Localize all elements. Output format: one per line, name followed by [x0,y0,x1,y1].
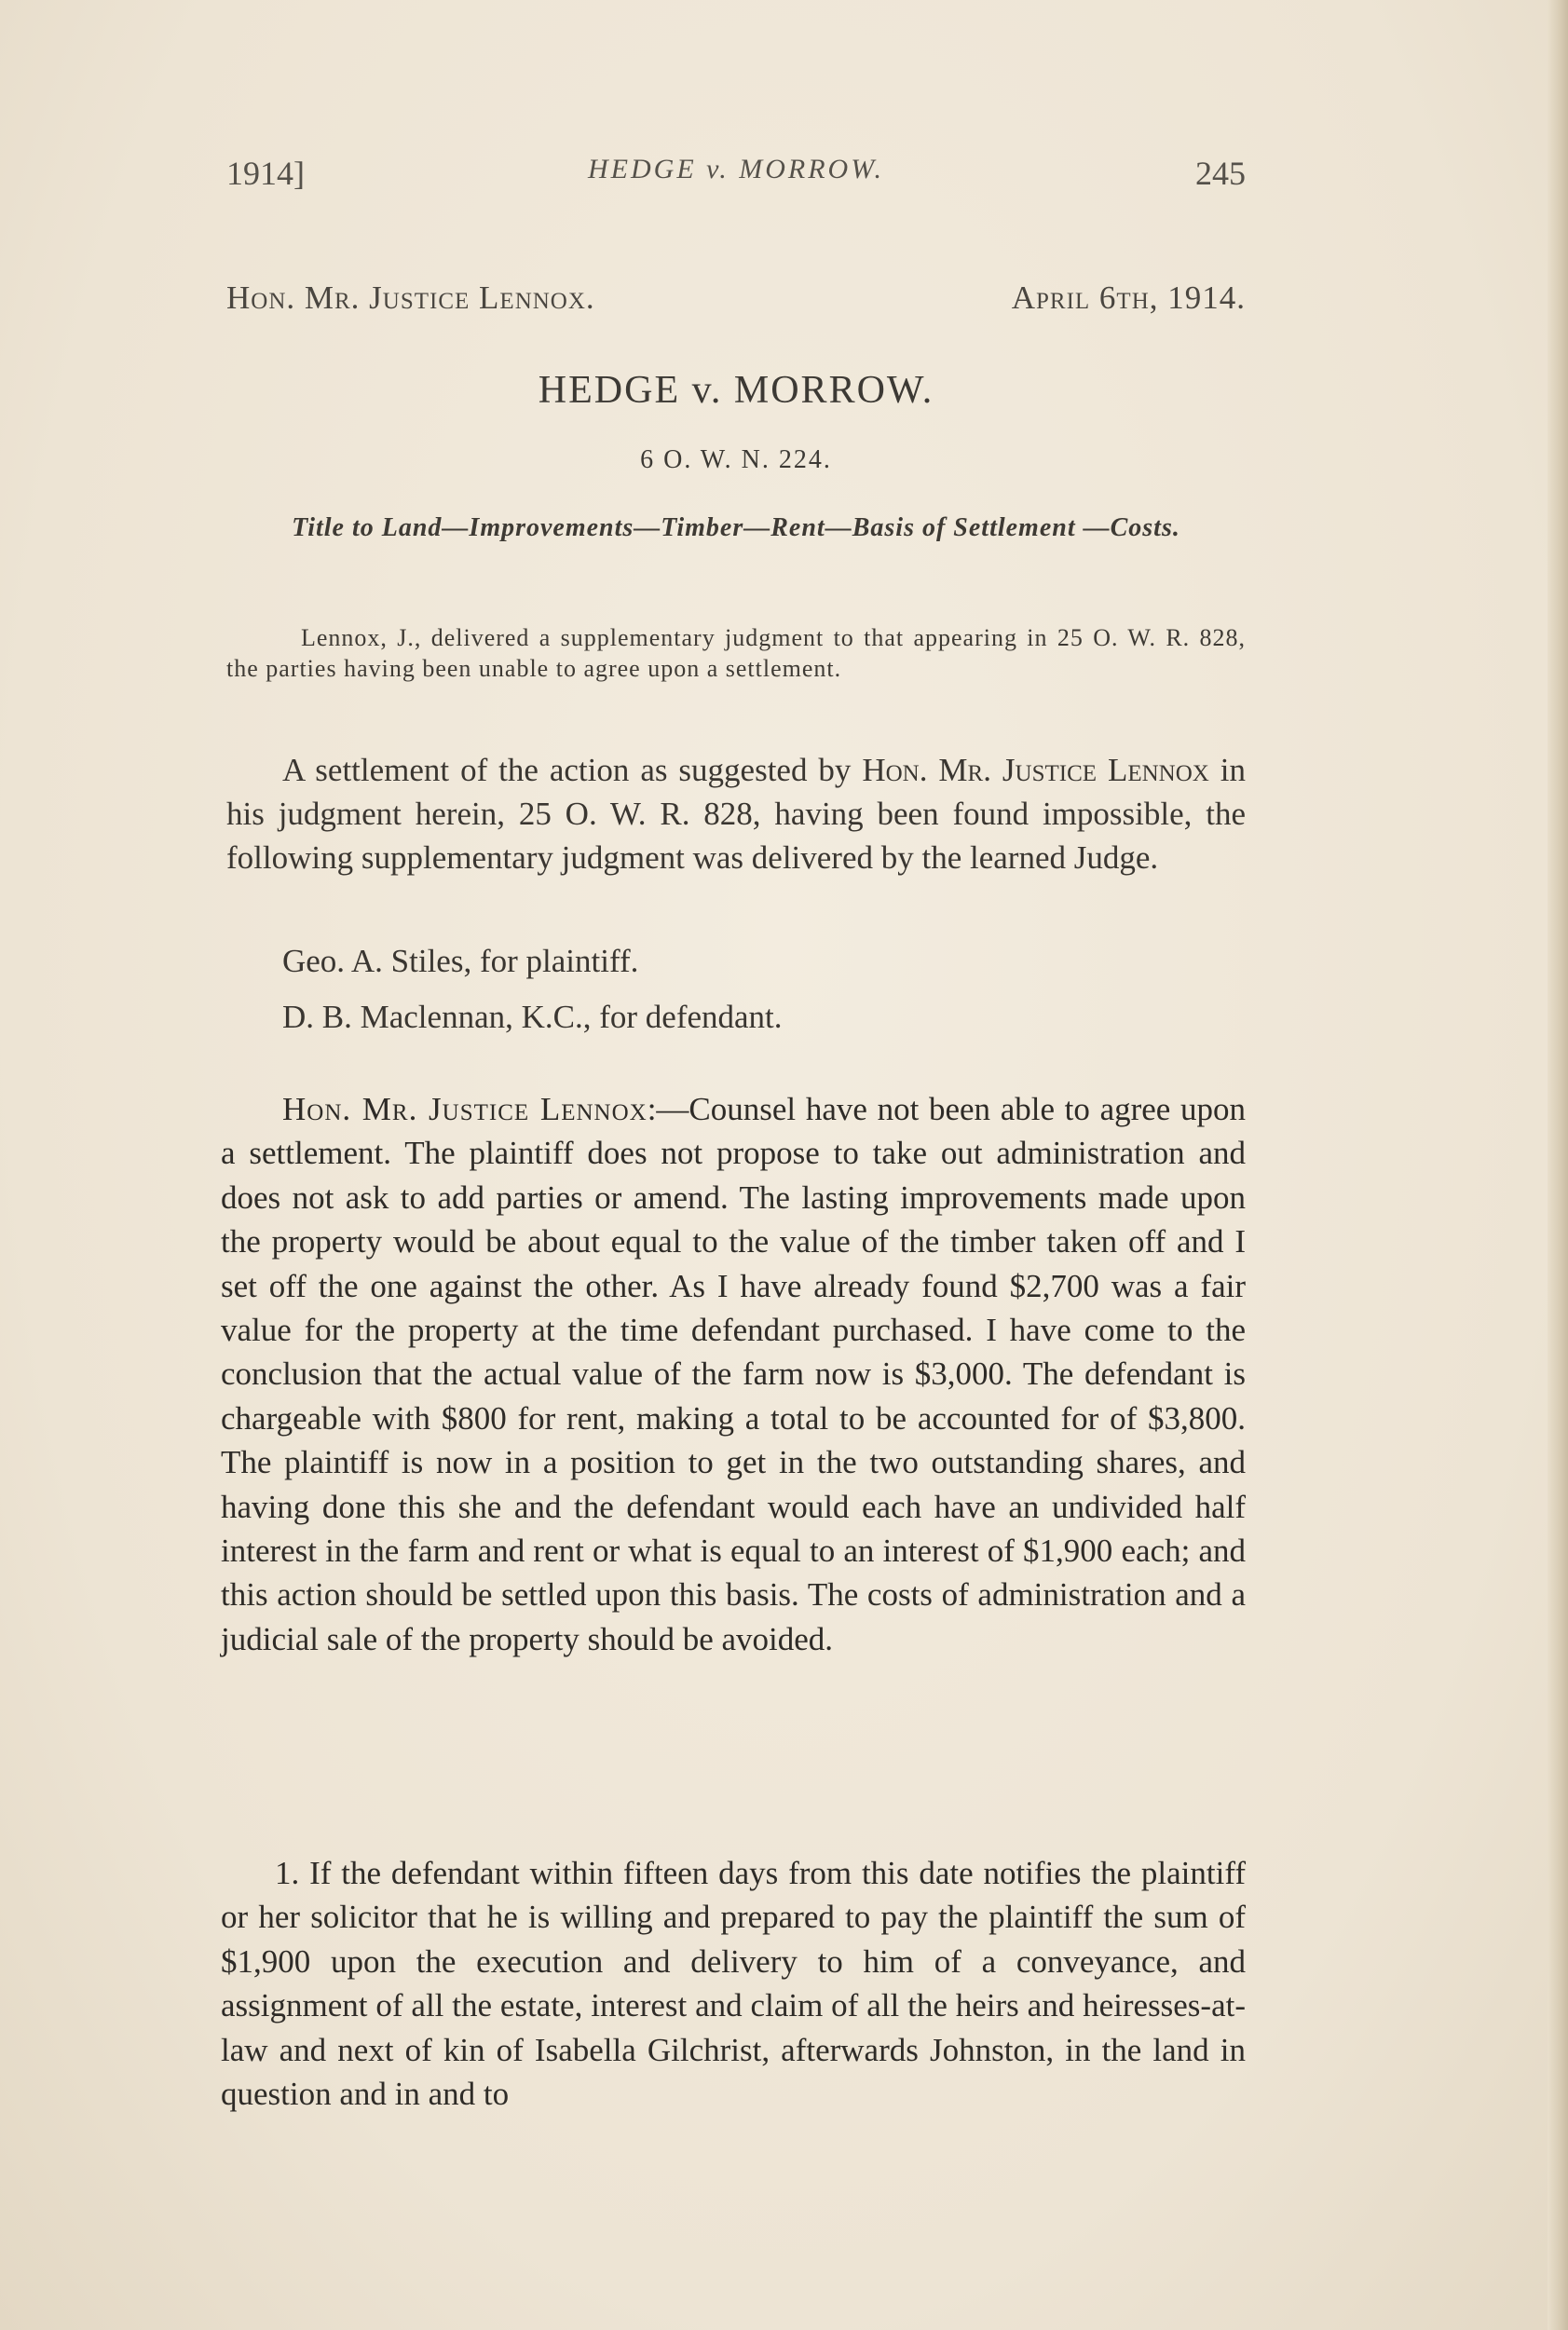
header-year: 1914] [226,155,305,192]
judgment-paragraph [221,1087,1246,1661]
page-edge [1548,0,1568,2330]
judgment-date: April 6th, 1914. [1011,279,1246,316]
case-title: HEDGE v. MORROW. [538,369,934,412]
numbered-paragraph-1: 1. If the defendant within fifteen days from this date notifies the plaintiff or her solicitor that he is willing and prepared to pay the plaintiff the sum of $1,900 upon the execution and delivery to him of a conveyance, and assignment of all the estate, interest and claim of all the heirs and heiresses-at-law and next of kin of Isabella Gilchrist, afterwards Johnston, in the land in question and in and to [221,1855,1246,2113]
judgment-text: :—Counsel have not been able to agree upon a settlement. The plaintiff does not propose to take out administration and does not ask to add parties or amend. The lasting improvements made upon the property would be about equal to the value of the timber taken off and I set off the one against the other. As I have already found $2,700 was a fair value for the property at the time defendant purchased. I have come to the conclusion that the actual value of the farm now is $3,000. The defendant is chargeable with $800 for rent, making a total to be accounted for of $3,800. The plaintiff is now in a position to get in the two outstanding shares, and having done this she and the defendant would each have an undivided half interest in the farm and rent or what is equal to an interest of $1,900 each; and this action should be settled upon this basis. The costs of administration and a judicial sale of the property should be avoided. [221,1091,1247,1657]
catchwords: Title to Land—Improvements—Timber—Rent—Basis of Settlement —Costs. [292,513,1180,542]
running-header [226,154,1246,200]
intro-text-start: A settlement of the action as suggested by [282,752,863,788]
judge-name: Hon. Mr. Justice Lennox. [226,279,595,316]
judgment-speaker: Hon. Mr. Justice Lennox [282,1091,648,1127]
headnote: Lennox, J., delivered a supplementary judgment to that appearing in 25 O. W. R. 828, the parties having been unable to agree upon a settlement. [226,624,1246,682]
header-page-number: 245 [1195,155,1246,192]
intro-judge-name: Hon. Mr. Justice Lennox [862,752,1209,788]
header-running-title: HEDGE v. MORROW. [588,154,884,184]
counsel-plaintiff: Geo. A. Stiles, for plaintiff. [282,943,639,979]
intro-text-end: in his judgment herein, 25 O. W. R. 828, having been found impossible, the following supplementary judgment was delivered by the learned Judge. [226,752,1247,876]
counsel-defendant: D. B. Maclennan, K.C., for defendant. [282,999,783,1035]
intro-paragraph [226,748,1246,879]
case-citation: 6 O. W. N. 224. [640,445,832,474]
